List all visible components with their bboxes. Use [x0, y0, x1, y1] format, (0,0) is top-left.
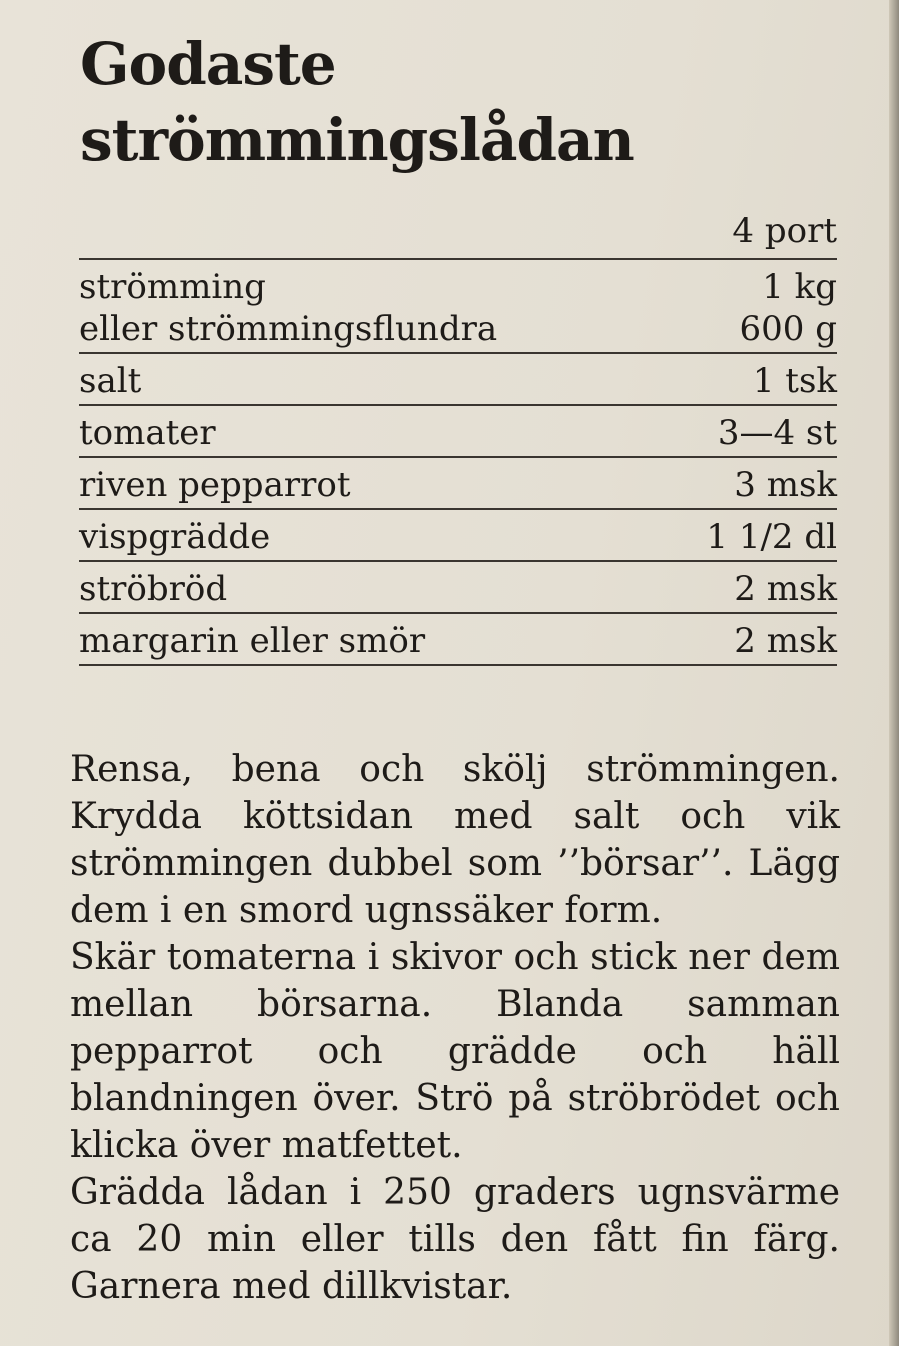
ingredient-row [79, 510, 837, 562]
recipe-title [80, 26, 840, 178]
ingredient-row [79, 354, 837, 406]
ingredient-name: tomater [79, 413, 216, 453]
ingredient-amount: 1 1/2 dl [706, 517, 837, 557]
ingredient-table [79, 208, 837, 666]
ingredient-alt-amount: 600 g [739, 309, 837, 349]
ingredient-alt-name: eller strömmingsflundra [79, 309, 498, 349]
ingredient-name: riven pepparrot [79, 465, 351, 505]
page-edge-shadow [889, 0, 899, 1346]
ingredient-row [79, 458, 837, 510]
recipe-title-line2: strömmingslådan [80, 106, 634, 174]
ingredient-name: ströbröd [79, 569, 228, 609]
ingredient-name: salt [79, 361, 142, 401]
ingredient-amount: 2 msk [734, 621, 837, 661]
ingredient-row [79, 406, 837, 458]
ingredient-amount: 3—4 st [717, 413, 837, 453]
ingredient-amount: 2 msk [734, 569, 837, 609]
ingredient-row [79, 562, 837, 614]
recipe-title-line1: Godaste [80, 30, 336, 98]
portions-label: 4 port [79, 208, 837, 260]
method-paragraph: Rensa, bena och skölj strömmingen. Krydda köttsidan med salt och vik strömmingen dubbel som ’’börsar’’. Lägg dem i en smord ugnssäker form. [70, 749, 840, 931]
ingredient-name: margarin eller smör [79, 621, 426, 661]
ingredient-name: strömming [79, 267, 266, 307]
ingredient-amount: 1 kg [762, 267, 837, 307]
ingredient-row [79, 614, 837, 666]
method-text [70, 746, 840, 1310]
ingredient-name: vispgrädde [79, 517, 271, 557]
ingredient-amount: 1 tsk [752, 361, 837, 401]
method-paragraph: Grädda lådan i 250 graders ugnsvärme ca 20 min eller tills den fått fin färg. Garnera med dillkvistar. [70, 1172, 840, 1307]
ingredient-row [79, 260, 837, 354]
ingredient-amount: 3 msk [734, 465, 837, 505]
method-paragraph: Skär tomaterna i skivor och stick ner dem mellan börsarna. Blanda samman pepparrot och grädde och häll blandningen över. Strö på ströbrödet och klicka över matfettet. [70, 937, 840, 1166]
